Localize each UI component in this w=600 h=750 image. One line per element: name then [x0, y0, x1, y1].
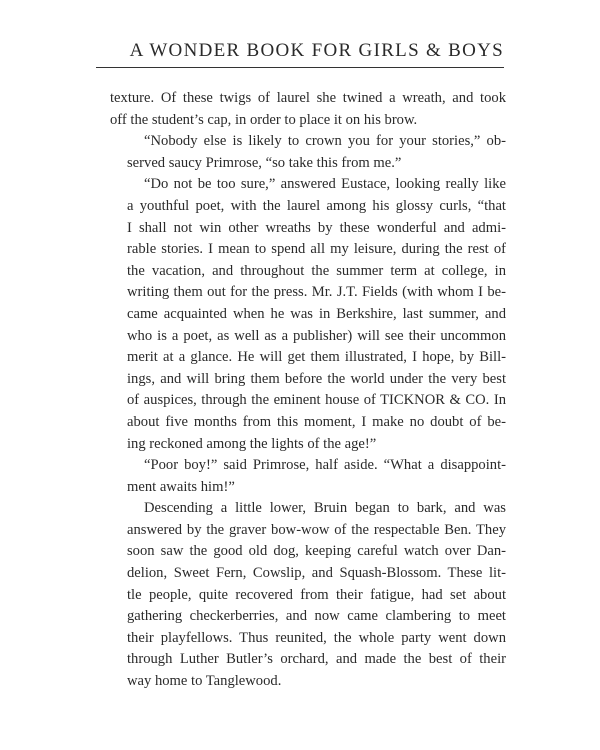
text-line: delion, Sweet Fern, Cowslip, and Squash-Blossom. These lit-: [127, 565, 506, 582]
header-rule: [96, 67, 504, 68]
paragraph: [110, 174, 506, 455]
text-line: merit at a glance. He will get them illustrated, I hope, by Bill-: [127, 349, 506, 366]
text-line: Descending a little lower, Bruin began to bark, and was: [144, 500, 506, 517]
text-line: “Do not be too sure,” answered Eustace, looking really like: [144, 176, 506, 193]
text-line: the vacation, and throughout the summer term at college, in: [127, 262, 506, 279]
paragraph: [110, 455, 506, 498]
body-text: [110, 88, 506, 693]
text-line: off the student’s cap, in order to place it on his brow.: [110, 111, 418, 128]
text-line: their playfellows. Thus reunited, the whole party went down: [127, 629, 506, 646]
running-head: [0, 38, 600, 68]
text-line: a youthful poet, with the laurel among his glossy curls, “that: [127, 197, 506, 214]
text-line: came acquainted when he was in Berkshire, last summer, and: [127, 305, 506, 322]
text-line: tle people, quite recovered from their fatigue, had set about: [127, 586, 506, 603]
running-title: A WONDER BOOK FOR GIRLS & BOYS: [129, 40, 504, 61]
text-line: ment awaits him!”: [127, 478, 235, 495]
text-line: soon saw the good old dog, keeping careful watch over Dan-: [127, 543, 506, 560]
text-line: answered by the graver bow-wow of the respectable Ben. They: [127, 521, 506, 538]
text-line: “Nobody else is likely to crown you for your stories,” ob-: [144, 133, 506, 150]
text-line: ing reckoned among the lights of the age!”: [127, 435, 377, 452]
text-line: “Poor boy!” said Primrose, half aside. “What a disappoint-: [144, 457, 506, 474]
text-line: through Luther Butler’s orchard, and made the best of their: [127, 651, 506, 668]
text-line: gathering checkerberries, and now came clambering to meet: [127, 608, 506, 625]
text-line: way home to Tanglewood.: [127, 673, 282, 690]
text-line: I shall not win other wreaths by these wonderful and admi-: [127, 219, 506, 236]
text-line: rable stories. I mean to spend all my leisure, during the rest of: [127, 241, 506, 258]
text-line: writing them out for the press. Mr. J.T. Fields (with whom I be-: [127, 284, 506, 301]
text-line: served saucy Primrose, “so take this from me.”: [127, 154, 402, 171]
text-line: about five months from this moment, I make no doubt of be-: [127, 413, 506, 430]
paragraph: [110, 498, 506, 692]
text-line: ings, and will bring them before the world under the very best: [127, 370, 506, 387]
paragraph: [110, 88, 506, 131]
text-line: of auspices, through the eminent house of TICKNOR & CO. In: [127, 392, 506, 409]
paragraph: [110, 131, 506, 174]
text-line: texture. Of these twigs of laurel she twined a wreath, and took: [110, 90, 506, 106]
text-line: who is a poet, as well as a publisher) will see their uncommon: [127, 327, 506, 344]
